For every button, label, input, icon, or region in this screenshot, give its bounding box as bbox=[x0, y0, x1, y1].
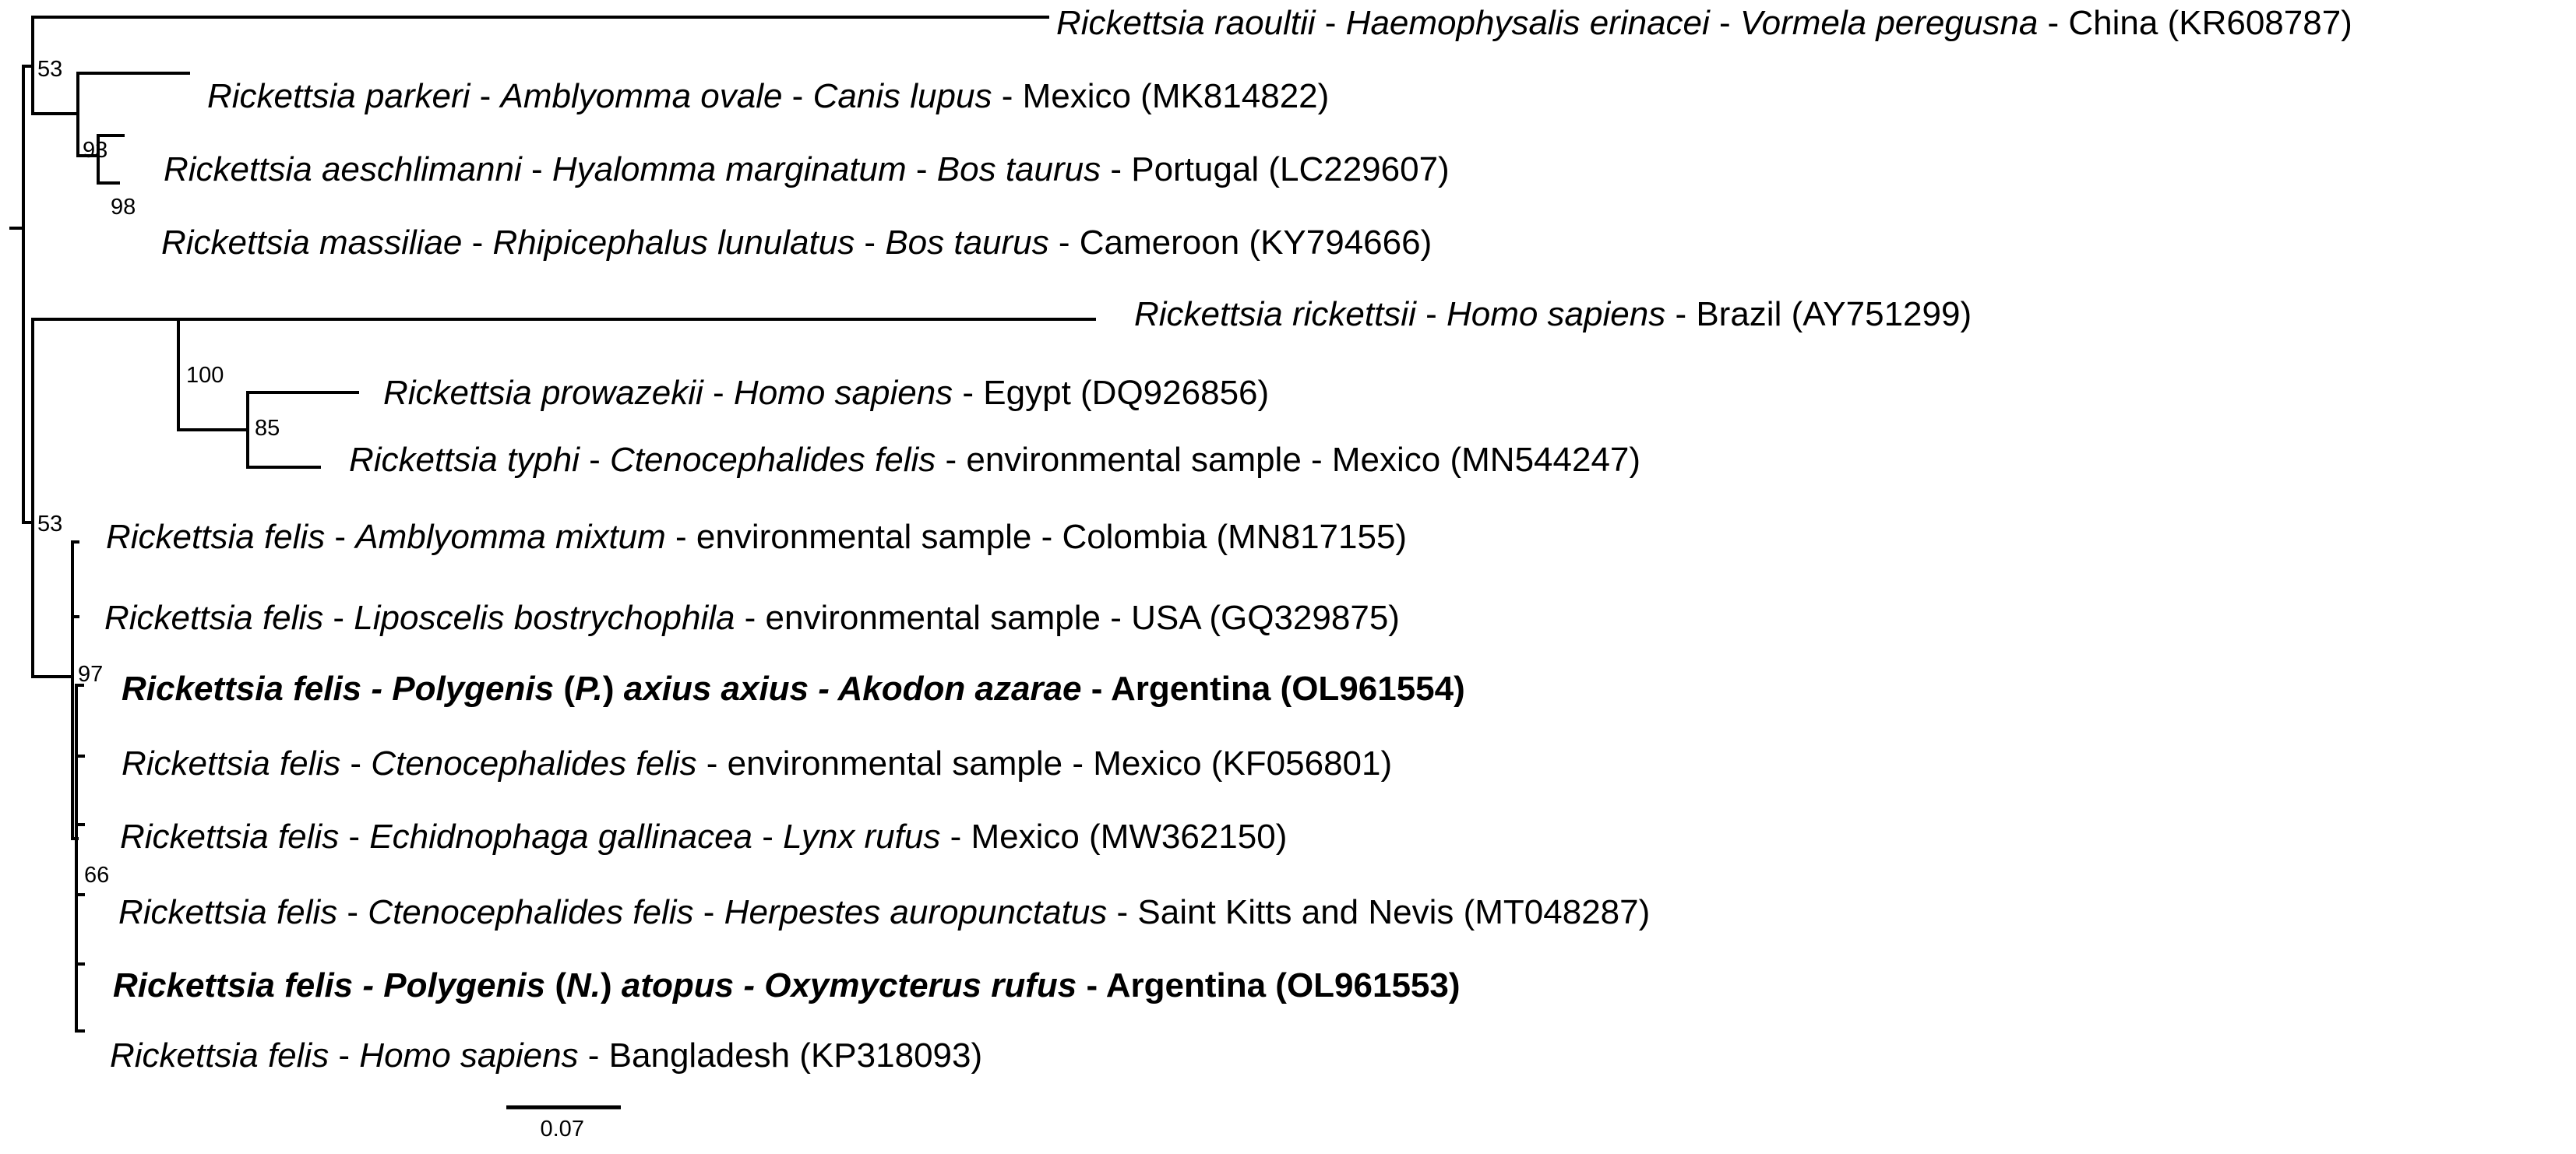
leaf-label bbox=[120, 817, 1287, 857]
leaf-label-part: Rickettsia parkeri bbox=[207, 77, 470, 115]
leaf-label bbox=[349, 440, 1640, 480]
leaf-label-part: Bos taurus bbox=[936, 150, 1101, 188]
leaf-label-part: Rickettsia prowazekii bbox=[383, 374, 703, 412]
leaf-label-part: Rickettsia massiliae bbox=[161, 223, 463, 262]
leaf-label-part: Bos taurus bbox=[885, 223, 1049, 262]
leaf-label-part: - Saint Kitts and Nevis (MT048287) bbox=[1107, 893, 1651, 931]
leaf-label bbox=[113, 966, 1461, 1006]
leaf-label-part: Rickettsia raoultii bbox=[1056, 4, 1316, 42]
leaf-label-part: Rickettsia felis bbox=[104, 599, 324, 637]
leaf-label-part: - environmental sample - Colombia (MN817155) bbox=[665, 518, 1408, 556]
support-value: 53 bbox=[37, 512, 63, 537]
leaf-label-part: - environmental sample - Mexico (KF056801) bbox=[696, 744, 1393, 783]
leaf-label-part: - Mexico (MW362150) bbox=[940, 818, 1288, 856]
leaf-label-part: - bbox=[470, 77, 501, 115]
leaf-label-part: ( bbox=[554, 670, 575, 708]
leaf-label-part: - environmental sample - Mexico (MN544247) bbox=[936, 441, 1641, 479]
support-value: 98 bbox=[111, 195, 136, 220]
leaf-label-part: Vormela peregusna bbox=[1739, 4, 2039, 42]
leaf-label-part: Rickettsia rickettsii bbox=[1134, 295, 1416, 333]
leaf-label-part: Homo sapiens bbox=[733, 374, 953, 412]
leaf-label-part: ( bbox=[545, 966, 566, 1004]
leaf-label-part: Echidnophaga gallinacea bbox=[369, 818, 753, 856]
leaf-label-part: ) bbox=[600, 966, 622, 1004]
leaf-label-part: - Argentina (OL961554) bbox=[1081, 670, 1465, 708]
leaf-label-part: N. bbox=[566, 966, 601, 1004]
leaf-label bbox=[1056, 3, 2352, 44]
leaf-label-part: - bbox=[693, 893, 724, 931]
leaf-label-part: - environmental sample - USA (GQ329875) bbox=[735, 599, 1400, 637]
leaf-label-part: Rickettsia felis bbox=[120, 818, 340, 856]
leaf-label-part: Rickettsia aeschlimanni bbox=[164, 150, 522, 188]
support-value: 97 bbox=[78, 662, 104, 687]
leaf-label-part: Lynx rufus bbox=[783, 818, 941, 856]
leaf-label-part: - Egypt (DQ926856) bbox=[953, 374, 1270, 412]
scale-bar-label: 0.07 bbox=[540, 1117, 584, 1142]
leaf-label-part: - bbox=[1709, 4, 1740, 42]
leaf-label-part: Rickettsia felis bbox=[106, 518, 326, 556]
leaf-label-part: - bbox=[703, 374, 734, 412]
leaf-label-part: Herpestes auropunctatus bbox=[724, 893, 1108, 931]
leaf-label bbox=[164, 150, 1450, 190]
support-value: 93 bbox=[83, 138, 108, 163]
leaf-label-part: - Portugal (LC229607) bbox=[1101, 150, 1450, 188]
leaf-label-part: - bbox=[337, 893, 368, 931]
leaf-label-part: - Argentina (OL961553) bbox=[1077, 966, 1461, 1004]
leaf-label-part: Rickettsia felis - Polygenis bbox=[122, 670, 555, 708]
leaf-label-part: - bbox=[323, 599, 354, 637]
leaf-label-part: Rickettsia felis bbox=[122, 744, 341, 783]
leaf-label-part: - Bangladesh (KP318093) bbox=[578, 1036, 983, 1075]
support-value: 66 bbox=[84, 863, 110, 888]
leaf-label-part: - bbox=[521, 150, 552, 188]
leaf-label bbox=[106, 517, 1407, 558]
leaf-label bbox=[118, 892, 1650, 933]
support-value: 53 bbox=[37, 57, 63, 82]
leaf-label-part: atopus - Oxymycterus rufus bbox=[621, 966, 1077, 1004]
leaf-label-part: - bbox=[782, 77, 813, 115]
leaf-label-part: - bbox=[1415, 295, 1447, 333]
leaf-label bbox=[1134, 294, 1972, 335]
leaf-label-part: Amblyomma ovale bbox=[500, 77, 783, 115]
leaf-label-part: Rickettsia felis bbox=[118, 893, 338, 931]
leaf-label-part: Rickettsia felis - Polygenis bbox=[113, 966, 546, 1004]
leaf-label bbox=[161, 223, 1432, 263]
leaf-label-part: Liposcelis bostrychophila bbox=[354, 599, 735, 637]
leaf-label-part: - bbox=[325, 518, 356, 556]
leaf-label-part: Rickettsia felis bbox=[110, 1036, 329, 1075]
leaf-label-part: axius axius - Akodon azarae bbox=[623, 670, 1082, 708]
leaf-label-part: - China (KR608787) bbox=[2038, 4, 2352, 42]
leaf-label-part: Ctenocephalides felis bbox=[610, 441, 936, 479]
leaf-label-part: Haemophysalis erinacei bbox=[1345, 4, 1710, 42]
support-value: 100 bbox=[186, 363, 224, 388]
leaf-label-part: - Mexico (MK814822) bbox=[992, 77, 1330, 115]
leaf-label-part: Hyalomma marginatum bbox=[551, 150, 907, 188]
leaf-label-part: - bbox=[340, 744, 372, 783]
leaf-label-part: - Cameroon (KY794666) bbox=[1048, 223, 1432, 262]
leaf-label-part: - Brazil (AY751299) bbox=[1665, 295, 1972, 333]
support-value: 85 bbox=[255, 416, 280, 441]
leaf-label-part: Homo sapiens bbox=[1446, 295, 1666, 333]
leaf-label-part: - bbox=[579, 441, 610, 479]
leaf-label bbox=[122, 669, 1465, 709]
leaf-label-part: Ctenocephalides felis bbox=[368, 893, 694, 931]
leaf-label-part: Homo sapiens bbox=[359, 1036, 579, 1075]
leaf-label-part: - bbox=[339, 818, 370, 856]
leaf-label bbox=[207, 76, 1329, 117]
leaf-label-part: ) bbox=[602, 670, 624, 708]
leaf-label-part: Rhipicephalus lunulatus bbox=[492, 223, 855, 262]
leaf-label-part: Canis lupus bbox=[812, 77, 992, 115]
leaf-label-part: - bbox=[906, 150, 937, 188]
leaf-label-part: - bbox=[1315, 4, 1346, 42]
leaf-label bbox=[383, 373, 1269, 413]
leaf-label-part: - bbox=[462, 223, 493, 262]
leaf-label-part: Ctenocephalides felis bbox=[371, 744, 697, 783]
leaf-label bbox=[122, 744, 1392, 784]
leaf-label-part: - bbox=[752, 818, 784, 856]
leaf-label-part: - bbox=[855, 223, 886, 262]
leaf-label-part: P. bbox=[574, 670, 603, 708]
leaf-label-part: Amblyomma mixtum bbox=[355, 518, 666, 556]
leaf-label bbox=[104, 598, 1400, 639]
leaf-label-part: - bbox=[329, 1036, 360, 1075]
leaf-label bbox=[110, 1036, 982, 1076]
leaf-label-part: Rickettsia typhi bbox=[349, 441, 580, 479]
